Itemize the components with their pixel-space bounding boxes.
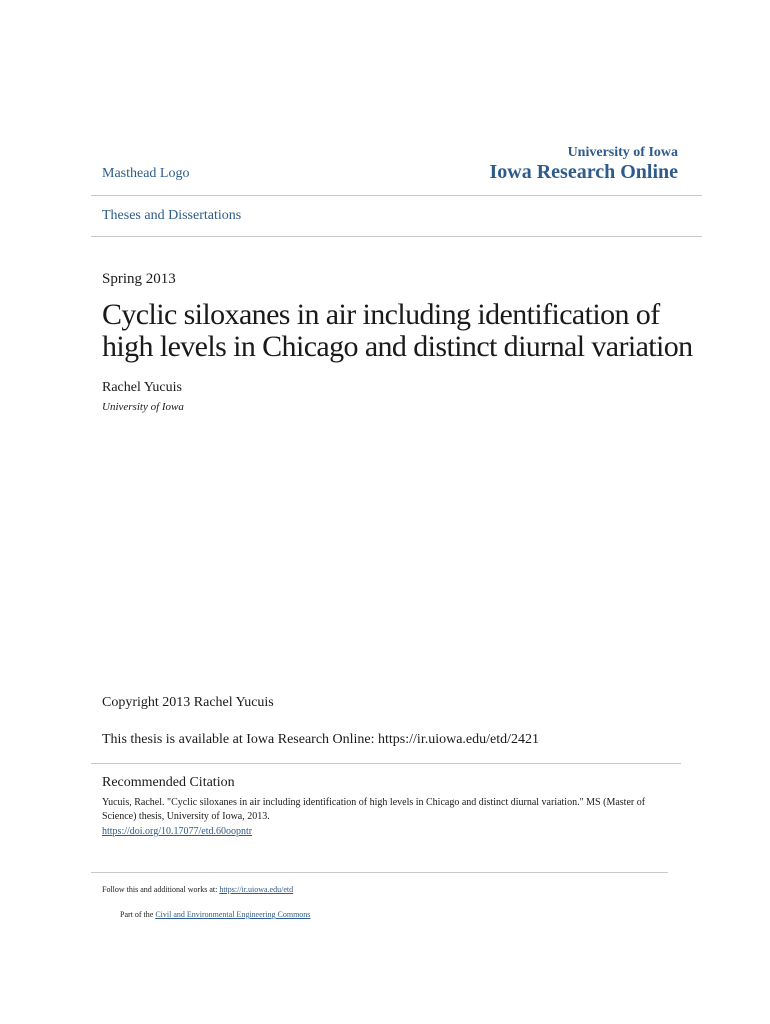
masthead-logo[interactable]: Masthead Logo bbox=[102, 166, 190, 181]
institution-name[interactable]: University of Iowa bbox=[567, 145, 678, 160]
part-of-prefix: Part of the bbox=[120, 910, 156, 919]
footer-divider bbox=[91, 872, 668, 873]
follow-prefix: Follow this and additional works at: bbox=[102, 885, 220, 894]
header-divider bbox=[91, 195, 702, 196]
repository-name[interactable]: Iowa Research Online bbox=[489, 161, 678, 183]
availability-statement: This thesis is available at Iowa Research Online: https://ir.uiowa.edu/etd/2421 bbox=[102, 732, 540, 747]
publication-date: Spring 2013 bbox=[102, 271, 176, 287]
citation-text: Yucuis, Rachel. "Cyclic siloxanes in air including identification of high levels in Chicago and distinct diurnal variation." MS (Master of Science) thesis, University of Iowa, 2013. bbox=[102, 797, 646, 822]
collection-link[interactable]: Theses and Dissertations bbox=[102, 208, 242, 223]
follow-line bbox=[102, 885, 293, 894]
author-name: Rachel Yucuis bbox=[102, 380, 182, 395]
recommended-citation-heading: Recommended Citation bbox=[102, 775, 235, 790]
document-title: Cyclic siloxanes in air including identification of high levels in Chicago and distinct diurnal variation bbox=[102, 298, 693, 363]
author-affiliation: University of Iowa bbox=[102, 401, 184, 413]
part-of-line bbox=[120, 910, 310, 919]
commons-link[interactable]: Civil and Environmental Engineering Commons bbox=[155, 910, 311, 919]
doi-link[interactable]: https://doi.org/10.17077/etd.60oopntr bbox=[102, 826, 253, 837]
copyright-statement: Copyright 2013 Rachel Yucuis bbox=[102, 695, 274, 710]
collection-divider bbox=[91, 236, 702, 237]
follow-link[interactable]: https://ir.uiowa.edu/etd bbox=[219, 885, 294, 894]
citation-divider bbox=[91, 763, 681, 764]
